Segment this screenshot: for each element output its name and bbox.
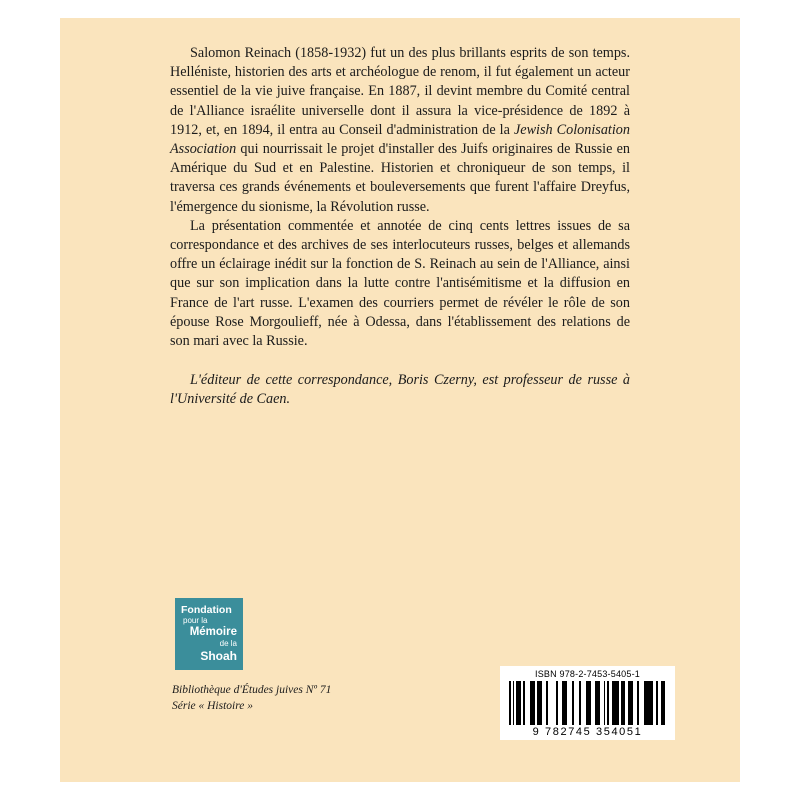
logo-line-5: Shoah: [200, 649, 237, 663]
blurb-text: [170, 44, 630, 410]
fondation-shoah-logo: [175, 598, 243, 670]
blurb-paragraph-1: Salomon Reinach (1858-1932) fut un des plus brillants esprits de son temps. Helléniste, historien des arts et archéologue de renom, il fut également un acteur essentiel de la vie juive française. En 1887, il devint membre du Comité central de l'Alliance israélite universelle dont il assura la vice-présidence de 1892 à 1912, et, en 1894, il entra au Conseil d'administration de la Jewish Colonisation Association qui nourrissait le projet d'installer des Juifs originaires de Russie en Amérique du Sud et en Palestine. Historien et chroniqueur de son temps, il traversa ces grands événements et bouleversements que furent l'affaire Dreyfus, l'émergence du sionisme, la Révolution russe.: [170, 45, 630, 215]
isbn-label: ISBN: [535, 669, 557, 679]
blurb-paragraph-2: La présentation commentée et annotée de cinq cents lettres issues de sa correspondance et des archives de ses interlocuteurs russes, belges et allemands offre un éclairage inédit sur la fonction de S. Reinach au sein de l'Alliance, ainsi que sur son implication dans la lutte contre l'antisémitisme et la diffusion en France de l'art russe. L'examen des courriers permet de révéler le rôle de son épouse Rose Morgoulieff, née à Odessa, dans l'établissement des relations de son mari avec la Russie.: [170, 217, 630, 350]
isbn-number: 978-2-7453-5405-1: [559, 669, 640, 679]
editor-note: L'éditeur de cette correspondance, Boris Czerny, est professeur de russe à l'Université de Caen.: [170, 372, 630, 408]
logo-line-3: Mémoire: [189, 626, 237, 638]
series-subseries: Série « Histoire »: [172, 700, 254, 712]
isbn-line: [505, 669, 670, 679]
logo-line-1: Fondation: [181, 604, 232, 616]
ean-barcode-bars: [505, 681, 670, 725]
series-collection: Bibliothèque d'Études juives Nº 71: [172, 684, 332, 696]
series-info: [172, 682, 432, 714]
book-back-cover: [60, 18, 740, 782]
logo-line-2: pour la: [183, 616, 208, 625]
ean-digits: 9 782745 354051: [532, 726, 643, 738]
barcode-block: [500, 666, 675, 740]
logo-line-4: de la: [219, 639, 237, 648]
